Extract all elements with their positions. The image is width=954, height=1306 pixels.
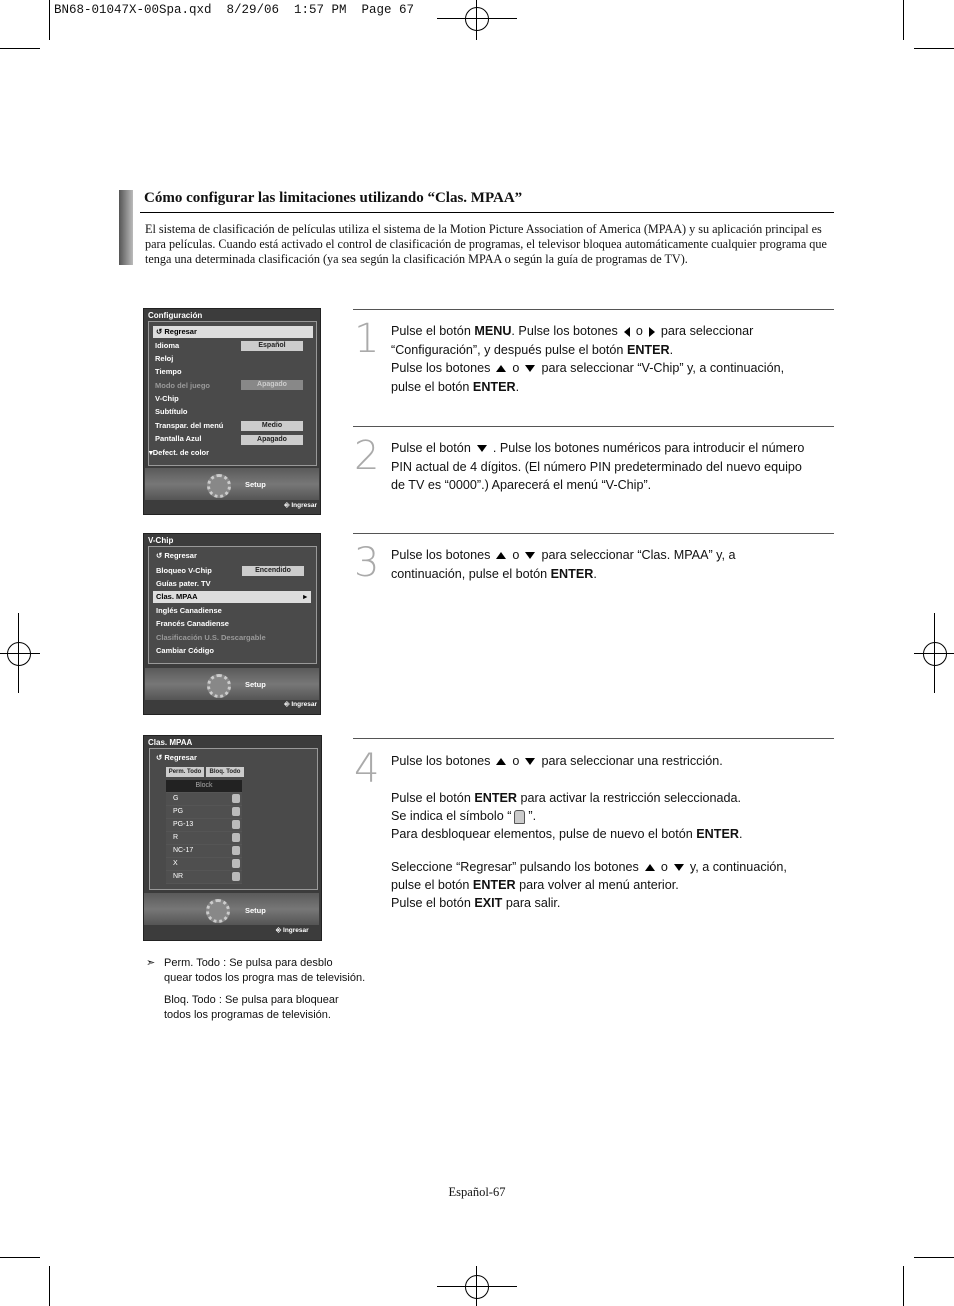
step-rule <box>353 309 834 310</box>
gear-icon <box>207 674 231 698</box>
enter-hint <box>276 927 309 935</box>
menu-item-guias-tv[interactable]: Guías pater. TV <box>156 579 211 588</box>
menu-item-pantalla-azul[interactable]: Pantalla Azul <box>155 434 202 443</box>
screen-title: Clas. MPAA <box>148 738 193 747</box>
rating-row-nc17[interactable] <box>166 845 242 858</box>
rating-row-r[interactable] <box>166 832 242 845</box>
menu-item-regresar[interactable] <box>156 752 197 764</box>
menu-item-regresar[interactable] <box>153 326 313 338</box>
rating-row-pg[interactable] <box>166 806 242 819</box>
step-number: 3 <box>354 540 380 586</box>
menu-item-subtitulo[interactable]: Subtítulo <box>155 407 188 416</box>
menu-item-clasificacion-descargable: Clasificación U.S. Descargable <box>156 633 266 642</box>
left-arrow-icon <box>624 327 630 337</box>
down-arrow-icon <box>525 552 535 559</box>
registration-circle <box>465 7 489 31</box>
idioma-value: Español <box>241 341 303 351</box>
setup-label: Setup <box>245 480 266 489</box>
back-icon: ↺ <box>156 753 165 762</box>
step-1-text: Pulse el botón MENU. Pulse los botones o para seleccionar “Configuración”, y después pulse el botón ENTER. Pulse los botones o para seleccionar “V-Chip” y, a continuación, pulse el botón ENTER. <box>391 324 785 394</box>
menu-item-bloqueo-vchip[interactable]: Bloqueo V-Chip <box>156 566 212 575</box>
back-icon: ↺ <box>156 327 165 336</box>
step-number: 4 <box>354 746 380 792</box>
section-title: Cómo configurar las limitaciones utilizando “Clas. MPAA” <box>144 190 523 206</box>
enter-label: Ingresar <box>291 502 317 509</box>
menu-item-label: Regresar <box>164 551 197 560</box>
enter-label: Ingresar <box>283 927 309 934</box>
lock-icon <box>232 833 240 842</box>
lock-icon <box>232 872 240 881</box>
menu-item-modo-juego: Modo del juego <box>155 381 210 390</box>
lock-icon <box>232 807 240 816</box>
menu-item-cambiar-codigo[interactable]: Cambiar Código <box>156 646 214 655</box>
up-arrow-icon <box>496 552 506 559</box>
enter-icon: ⎆ <box>284 502 292 509</box>
menu-item-vchip[interactable]: V-Chip <box>155 394 179 403</box>
menu-item-label: Regresar <box>164 753 197 762</box>
note-perm-todo: Perm. Todo : Se pulsa para desblo quear todos los progra mas de televisión. <box>164 957 366 984</box>
screen-title: Configuración <box>148 311 203 320</box>
note-marker-icon: ➣ <box>146 957 156 969</box>
rating-row-x[interactable] <box>166 858 242 871</box>
step-rule <box>353 426 834 427</box>
gear-icon <box>206 899 230 923</box>
up-arrow-icon <box>496 365 506 372</box>
title-rule <box>140 212 834 213</box>
transpar-value: Medio <box>241 421 303 431</box>
intro-paragraph: El sistema de clasificación de películas utiliza el sistema de la Motion Picture Association of America (MPAA) y su aplicación principal es para películas. Cuando está activado el control de clasificación de programas, el televisor bloquea automáticamente cualquier programa que tenga una determinada clasificación (ya sea según la clasificación MPAA o según la guía de programas de TV). <box>145 222 827 266</box>
note-bloq-todo: Bloq. Todo : Se pulsa para bloquear todos los programas de televisión. <box>164 994 339 1021</box>
crop-mark <box>0 48 40 49</box>
block-column-header: Block <box>166 780 242 793</box>
gear-icon <box>207 474 231 498</box>
menu-item-idioma[interactable]: Idioma <box>155 341 180 350</box>
menu-item-reloj[interactable]: Reloj <box>155 354 174 363</box>
setup-label: Setup <box>245 906 266 915</box>
enter-hint <box>284 701 317 709</box>
menu-item-label: Regresar <box>164 327 197 336</box>
pantalla-azul-value: Apagado <box>241 435 303 445</box>
registration-circle <box>465 1275 489 1299</box>
perm-todo-button[interactable]: Perm. Todo <box>166 767 204 777</box>
screen-footer <box>144 893 319 925</box>
step-number: 1 <box>354 316 380 362</box>
up-arrow-icon <box>645 864 655 871</box>
crop-mark <box>49 1266 50 1306</box>
crop-mark <box>0 1257 40 1258</box>
right-arrow-icon <box>649 327 655 337</box>
screen-title: V-Chip <box>148 536 174 545</box>
menu-item-defect-color[interactable]: ▾Defect. de color <box>149 448 210 457</box>
section-bar <box>119 190 133 265</box>
lock-icon <box>514 810 525 824</box>
step-3-text: Pulse los botones o para seleccionar “Clas. MPAA” y, a continuación, pulse el botón ENTER. <box>391 548 736 581</box>
rating-label: NC-17 <box>173 847 194 854</box>
arrow-right-icon: ▸ <box>303 592 307 601</box>
menu-item-ingles-canadiense[interactable]: Inglés Canadiense <box>156 606 222 615</box>
down-arrow-icon <box>674 864 684 871</box>
menu-item-tiempo[interactable]: Tiempo <box>155 367 182 376</box>
back-icon: ↺ <box>156 551 165 560</box>
step-4-text: Pulse los botones o para seleccionar una restricción. Pulse el botón ENTER para activar la restricción seleccionada. Se indica el símbolo “ ”. Para desbloquear elementos, pulse de nuevo el botón ENTER. Seleccione “Regresar” pulsando los botones o y, a continuación, pulse el botón ENTER para volver al menú anterior. Pulse el botón EXIT para salir. <box>391 754 787 910</box>
lock-icon <box>232 820 240 829</box>
enter-label: Ingresar <box>291 701 317 708</box>
tv-screen-vchip <box>143 533 321 715</box>
crop-mark <box>49 0 50 40</box>
modo-juego-value: Apagado <box>241 380 303 390</box>
down-arrow-icon <box>525 365 535 372</box>
down-arrow-icon <box>477 445 487 452</box>
crop-mark <box>903 0 904 40</box>
rating-row-g[interactable] <box>166 793 242 806</box>
step-2-text: Pulse el botón . Pulse los botones numéricos para introducir el número PIN actual de 4 dígitos. (El número PIN predeterminado del nuevo equipo de TV es “0000”.) Aparecerá el menú “V-Chip”. <box>391 441 805 492</box>
down-arrow-icon <box>525 758 535 765</box>
registration-circle <box>7 642 31 666</box>
registration-circle <box>923 642 947 666</box>
crop-mark <box>914 48 954 49</box>
menu-item-regresar[interactable] <box>156 550 197 562</box>
page-footer: Español-67 <box>448 1185 506 1199</box>
rating-label: NR <box>173 873 184 880</box>
crop-mark <box>903 1266 904 1306</box>
menu-item-label: Clas. MPAA <box>156 592 198 601</box>
enter-icon: ⎆ <box>284 701 292 708</box>
rating-row-pg13[interactable] <box>166 819 242 832</box>
enter-icon: ⎆ <box>276 927 284 934</box>
bloq-todo-button[interactable]: Bloq. Todo <box>206 767 244 777</box>
enter-hint <box>284 502 317 510</box>
menu-item-frances-canadiense[interactable]: Francés Canadiense <box>156 619 229 628</box>
setup-label: Setup <box>245 680 266 689</box>
rating-label: PG <box>173 808 184 815</box>
bloqueo-value: Encendido <box>242 566 304 576</box>
rating-label: X <box>173 860 178 867</box>
crop-mark <box>914 1257 954 1258</box>
up-arrow-icon <box>496 758 506 765</box>
menu-item-transparencia[interactable]: Transpar. del menú <box>155 421 224 430</box>
step-number: 2 <box>354 433 380 479</box>
screen-footer <box>145 668 319 700</box>
rating-row-nr[interactable] <box>166 871 242 884</box>
screen-footer <box>145 468 319 500</box>
menu-item-clas-mpaa[interactable] <box>153 591 311 603</box>
step-rule <box>353 738 834 739</box>
print-header: BN68-01047X-00Spa.qxd 8/29/06 1:57 PM Page 67 <box>54 3 415 17</box>
rating-label: G <box>173 795 179 802</box>
rating-label: PG-13 <box>173 821 194 828</box>
rating-label: R <box>173 834 179 841</box>
tv-screen-configuracion <box>143 308 321 515</box>
lock-icon <box>232 859 240 868</box>
lock-icon <box>232 794 240 803</box>
lock-icon <box>232 846 240 855</box>
step-rule <box>353 533 834 534</box>
